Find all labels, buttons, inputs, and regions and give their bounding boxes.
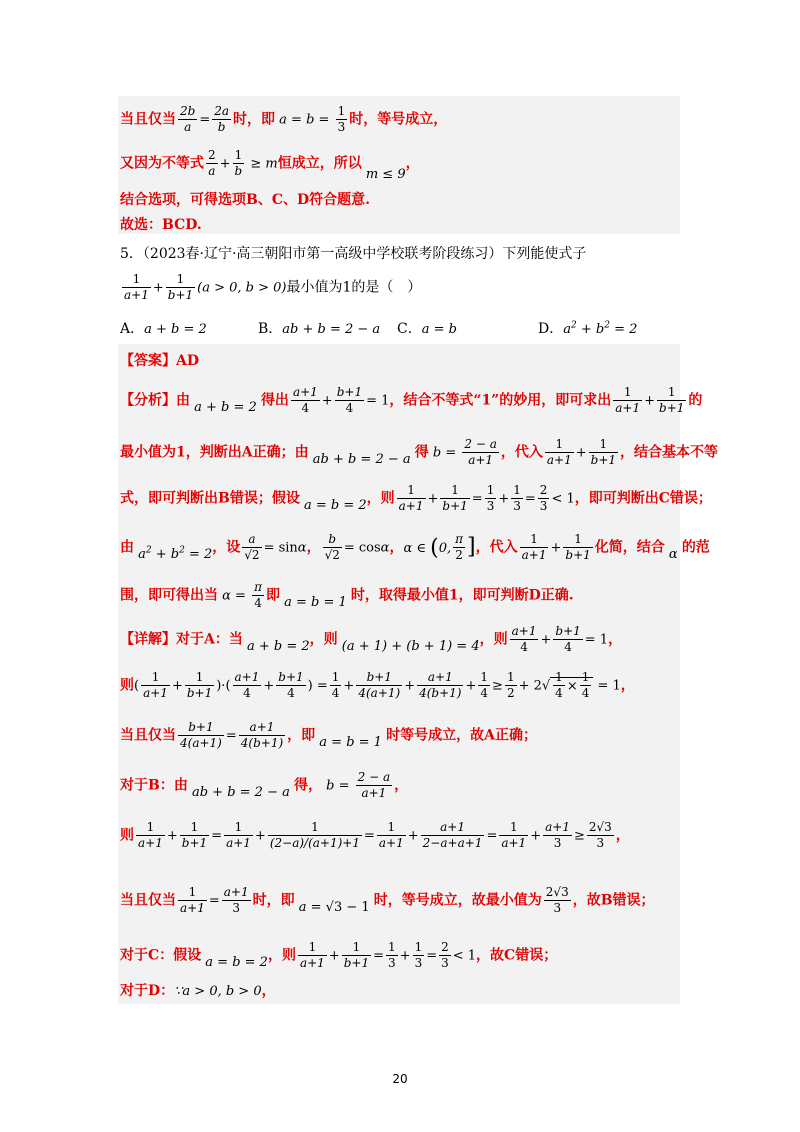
detail-line-8: 对于D：∵a > 0, b > 0，	[120, 983, 276, 999]
analysis-line-5: 围，即可得出当 α = $\frac{\pi}{4}$ 即 a = b = 1 时，取得最小值1，即可判断D正确.	[120, 580, 574, 610]
option-a[interactable]: A．a + b = 2	[120, 321, 207, 337]
analysis-line-2: 最小值为1，判断出A正确；由 ab + b = 2 − a 得 b = $\frac{2 - a}{a+1}$ ，代入 $\frac{1}{a+1}$ + $\frac{1}{b+1}$ ，结合基本不等	[120, 437, 719, 467]
line-top-4: 故选：BCD.	[120, 217, 202, 233]
analysis-line-1: 【分析】由 a + b = 2 得出 $\frac{a+1}{4}$ + $\frac{b+1}{4}$ = 1，结合不等式“1”的妙用，即可求出 $\frac{1}{a+1}$ + $\frac{1}{b+1}$ 的	[120, 385, 703, 415]
answer-line: 【答案】AD	[120, 353, 200, 369]
page-number: 20	[392, 1072, 408, 1086]
detail-line-5: 则 $\frac{1}{a+1}$ + $\frac{1}{b+1}$ = $\frac{1}{a+1}$ + $\frac{1}{(2-a)/(a+1)+1}$ = $\frac{1}{a+1}$ + $\frac{a+1}{2-a+a+1}$ = $\frac{1}{a+1}$ + $\frac{a+1}{3}$ ≥ $\frac{2√3}{3}$ ，	[120, 820, 630, 850]
detail-line-6: 当且仅当 $\frac{1}{a+1}$ = $\frac{a+1}{3}$ 时，即 a = √3 − 1 时，等号成立，故最小值为 $\frac{2√3}{3}$ ，故B错误；	[120, 885, 655, 915]
detail-line-3: 当且仅当 $\frac{b+1}{4(a+1)}$ = $\frac{a+1}{4(b+1)}$ ，即 a = b = 1 时等号成立，故A正确；	[120, 720, 537, 750]
option-b[interactable]: B．ab + b = 2 − a	[258, 321, 381, 337]
question-5-title: 5．（2023春·辽宁·高三朝阳市第一高级中学校联考阶段练习）下列能使式子	[120, 246, 587, 262]
analysis-line-3: 式，即可判断出B错误；假设 a = b = 2，则 $\frac{1}{a+1}$ + $\frac{1}{b+1}$ = $\frac{1}{3}$ + $\frac{1}{3}$ = $\frac{2}{3}$ < 1，即可判断出C错误；	[120, 483, 712, 513]
option-d[interactable]: D．$a^2 + b^2 = 2$	[538, 320, 638, 337]
detail-line-7: 对于C：假设 a = b = 2，则 $\frac{1}{a+1}$ + $\frac{1}{b+1}$ = $\frac{1}{3}$ + $\frac{1}{3}$ = $\frac{2}{3}$ < 1，故C错误；	[120, 940, 558, 970]
question-5-expression: $\frac{1}{a+1}$ + $\frac{1}{b+1}$ (a > 0, b > 0)最小值为1的是（ ）	[124, 272, 422, 302]
line-top-1: 当且仅当 $\frac{2b}{a}$ = $\frac{2a}{b}$ 时，即 a = b = $\frac{1}{3}$ 时，等号成立，	[120, 104, 448, 134]
detail-line-4: 对于B：由 ab + b = 2 − a 得， b = $\frac{2 - a}{a+1}$ ，	[120, 770, 409, 800]
analysis-line-4: 由 $a^2 + b^2 = 2$，设 $\frac{a}{√2}$ = sinα， $\frac{b}{√2}$ = cosα，α ∈ (0, $\frac{\pi}{2}$ ]，代入 $\frac{1}{a+1}$ + $\frac{1}{b+1}$ 化简，结合 α 的范	[120, 532, 710, 562]
option-c[interactable]: C．a = b	[397, 321, 457, 337]
detail-line-1: 【详解】对于A：当 a + b = 2，则 (a + 1) + (b + 1) = 4，则 $\frac{a+1}{4}$ + $\frac{b+1}{4}$ = 1，	[120, 624, 623, 654]
line-top-3: 结合选项，可得选项B、C、D符合题意.	[120, 192, 370, 208]
line-top-2: 又因为不等式 $\frac{2}{a}$ + $\frac{1}{b}$ ≥ m恒成立，所以 m ≤ 9，	[120, 148, 420, 182]
detail-line-2: 则( $\frac{1}{a+1}$ + $\frac{1}{b+1}$ )·( $\frac{a+1}{4}$ + $\frac{b+1}{4}$ ) = $\frac{1}{4}$ + $\frac{b+1}{4(a+1)}$ + $\frac{a+1}{4(b+1)}$ + $\frac{1}{4}$ ≥ $\frac{1}{2}$ + 2√ $\frac{1}{4}$ × $\frac{1}{4}$ = 1，	[120, 670, 635, 700]
